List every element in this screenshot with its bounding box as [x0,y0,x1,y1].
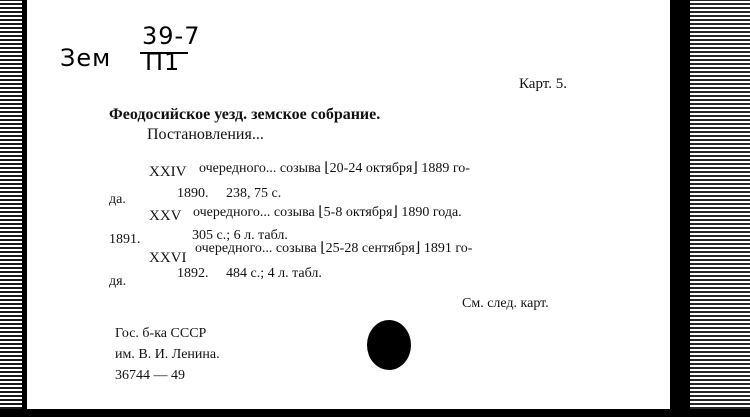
library-stamp-line3: 36744 — 49 [115,368,185,383]
card-number: Карт. 5. [519,76,567,92]
scan-edge-right-border [670,0,690,417]
entry-3-line2: 1892. 484 с.; 4 л. табл. [177,266,322,281]
entry-3-roman: XXVI [149,250,187,266]
entry-3-line1: очередного... созыва ⌊25-28 сентября⌋ 1891 го- [195,241,473,256]
entry-2-prefix: 1891. [109,232,141,247]
card-subtitle: Постановления... [147,126,264,143]
entry-2-line2: 305 с.; 6 л. табл. [192,228,288,243]
scan-edge-bottom [0,409,750,417]
continuation-note: См. след. карт. [462,296,549,311]
handwritten-numerator: 39-7 [142,22,201,50]
entry-1-line1: очередного... созыва ⌊20-24 октября⌋ 1889 го- [199,161,470,176]
entry-2-line1: очередного... созыва ⌊5-8 октября⌋ 1890 года. [193,205,462,220]
punch-hole [367,320,411,370]
card-title: Феодосийское уезд. земское собрание. [109,106,381,123]
entry-2-roman: XXV [149,208,182,224]
library-stamp-line2: им. В. И. Ленина. [115,347,220,362]
entry-1-line2: 1890. 238, 75 с. [177,186,282,201]
entry-1-prefix: да. [109,192,126,207]
scan-edge-left [0,0,22,417]
entry-1-roman: XXIV [149,164,187,180]
handwritten-denominator: П1 [145,48,181,76]
scan-edge-right [690,0,750,417]
handwritten-code: Зем [60,44,112,72]
entry-3-prefix: дя. [109,274,127,289]
library-stamp-line1: Гос. б-ка СССР [115,326,207,341]
catalog-card [27,0,670,409]
